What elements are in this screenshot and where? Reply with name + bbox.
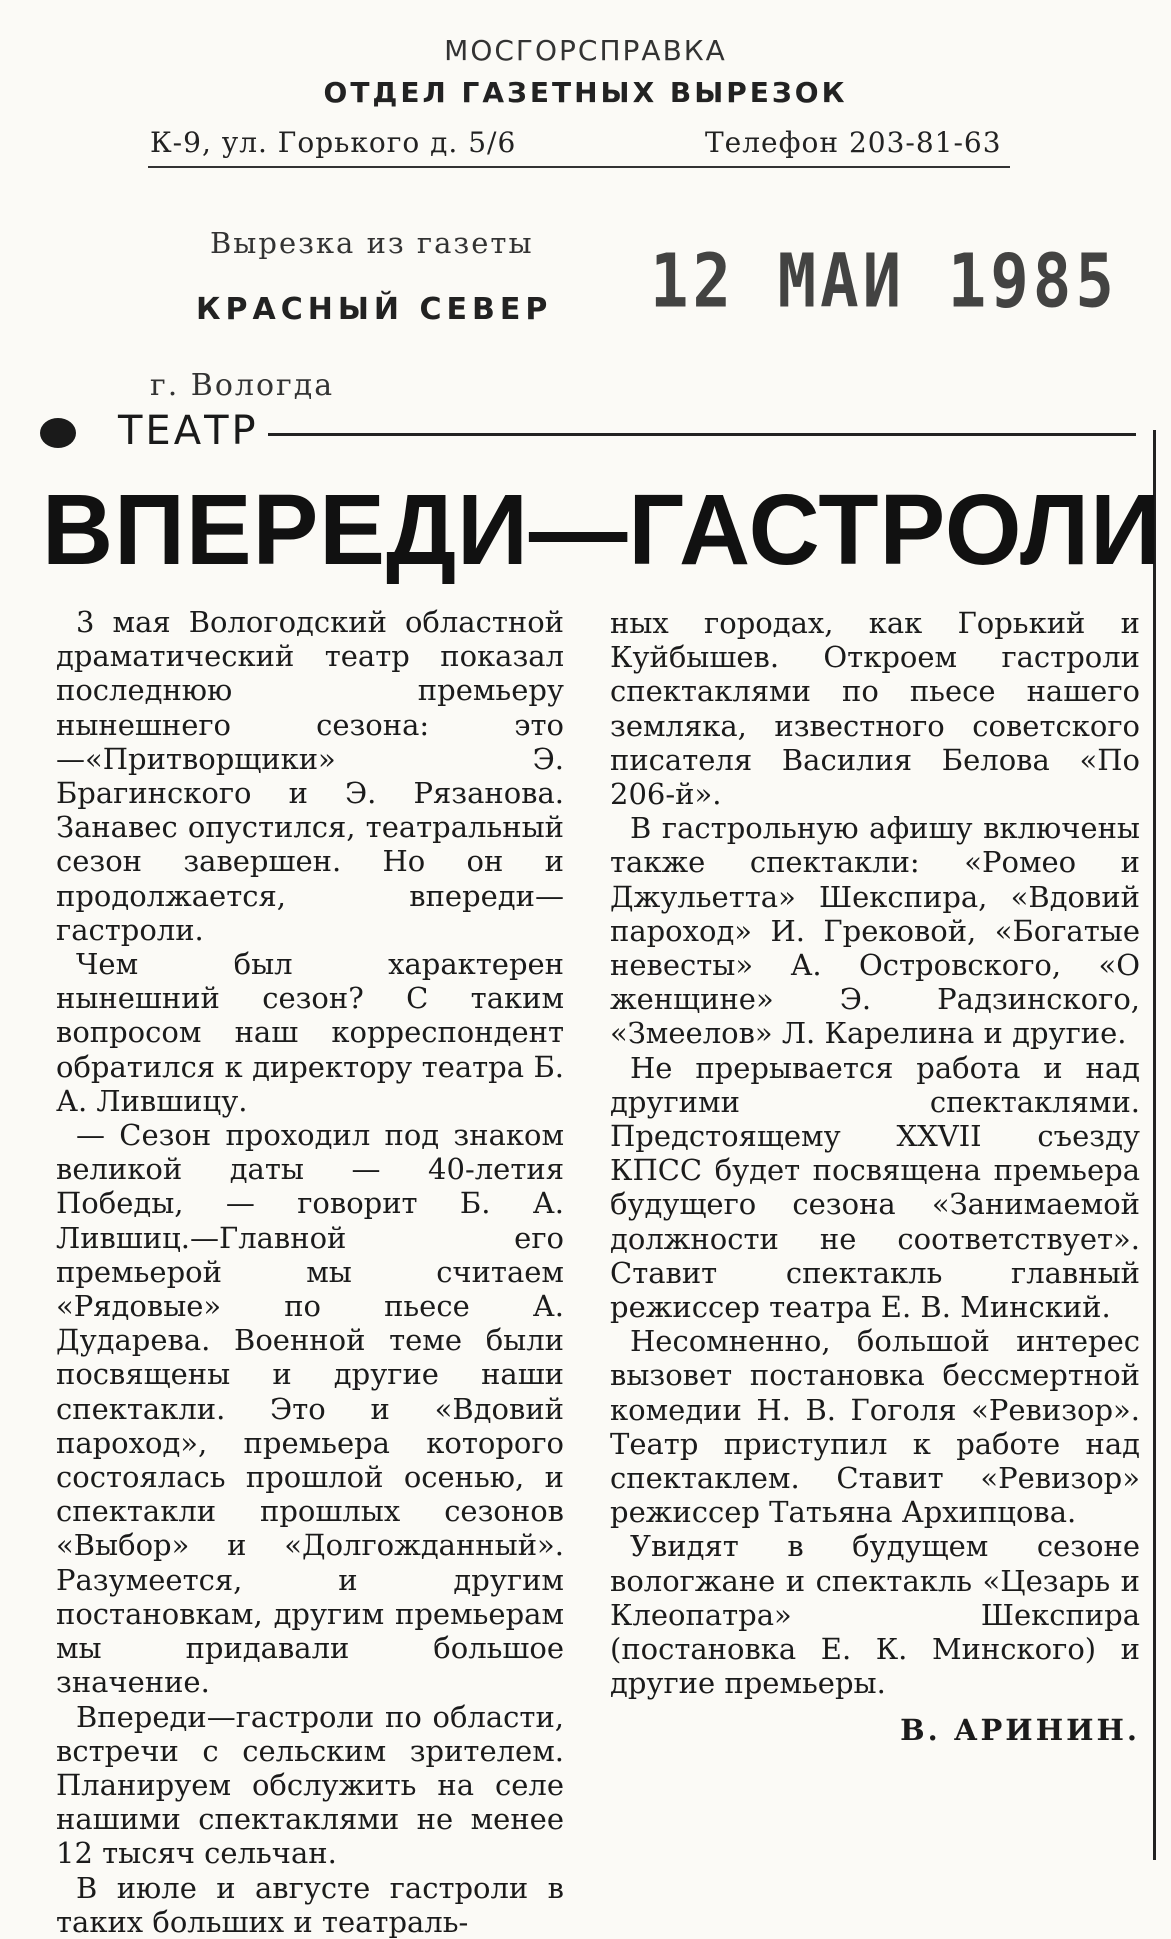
rubric-label: ТЕАТР	[118, 408, 259, 454]
article-paragraph: Впереди—гастроли по области, встречи с сельским зрителем. Планируем обслужить на селе нашими спектаклями не менее 12 тысяч сельчан.	[56, 1699, 564, 1871]
article-paragraph: Не прерывается работа и над другими спектаклями. Предстоящему XXVII съезду КПСС будет посвящена премьера будущего сезона «Занимаемой должности не соответствует». Ставит спектакль главный режиссер театра Е. В. Минский.	[610, 1050, 1140, 1325]
newspaper-name: КРАСНЫЙ СЕВЕР	[196, 292, 553, 327]
article-headline: ВПЕРЕДИ—ГАСТРОЛИ	[42, 474, 1162, 586]
article-paragraph: Чем был характерен нынешний сезон? С таким вопросом наш корреспондент обратился к директору театра Б. А. Лившицу.	[56, 947, 564, 1118]
rubric-divider	[268, 433, 1136, 436]
article-paragraph: В гастрольную афишу включены также спектакли: «Ромео и Джульетта» Шекспира, «Вдовий пароход» И. Грековой, «Богатые невесты» А. Островского, «О женщине» Э. Радзинского, «Змеелов» Л. Карелина и другие.	[610, 811, 1140, 1051]
rubric-bullet-icon	[40, 418, 76, 448]
article-column-left	[56, 605, 564, 1939]
clipping-label: Вырезка из газеты	[210, 226, 534, 260]
article-paragraph: Несомненно, большой интерес вызовет постановка бессмертной комедии Н. В. Гоголя «Ревизор». Театр приступил к работе над спектаклем. Ставит «Ревизор» режиссер Татьяна Архипцова.	[610, 1324, 1140, 1530]
article-column-right	[610, 606, 1140, 1747]
article-paragraph: — Сезон проходил под знаком великой даты — 40-летия Победы, — говорит Б. А. Лившиц.—Главной его премьерой мы считаем «Рядовые» по пьесе А. Дударева. Военной теме были посвящены и другие наши спектакли. Это и «Вдовий пароход», премьера которого состоялась прошлой осенью, и спектакли прошлых сезонов «Выбор» и «Долгожданный». Разумеется, и другим постановкам, другим премьерам мы придавали большое значение.	[56, 1118, 564, 1700]
archive-address: К-9, ул. Горького д. 5/6	[150, 126, 517, 159]
archive-phone: Телефон 203-81-63	[705, 126, 1002, 159]
date-stamp: 12 МАИ 1985	[650, 240, 1118, 326]
archive-org-name: МОСГОРСПРАВКА	[444, 34, 727, 67]
header-divider	[148, 166, 1010, 168]
article-author: В. АРИНИН.	[900, 1712, 1140, 1747]
article-paragraph: ных городах, как Горький и Куйбышев. Откроем гастроли спектаклями по пьесе нашего земляка, известного советского писателя Василия Белова «По 206-й».	[610, 606, 1140, 812]
article-paragraph: В июле и августе гастроли в таких больших и театраль-	[56, 1870, 564, 1939]
newspaper-city: г. Вологда	[150, 368, 335, 403]
clipping-edge-line	[1153, 430, 1156, 1860]
article-paragraph: Увидят в будущем сезоне вологжане и спектакль «Цезарь и Клеопатра» Шекспира (постановка Е. К. Минского) и другие премьеры.	[610, 1529, 1140, 1701]
archive-department: ОТДЕЛ ГАЗЕТНЫХ ВЫРЕЗОК	[323, 76, 848, 109]
article-paragraph: 3 мая Вологодский областной драматический театр показал последнюю премьеру нынешнего сезона: это—«Притворщики» Э. Брагинского и Э. Рязанова. Занавес опустился, театральный сезон завершен. Но он и продолжается, впереди—гастроли.	[56, 605, 564, 947]
